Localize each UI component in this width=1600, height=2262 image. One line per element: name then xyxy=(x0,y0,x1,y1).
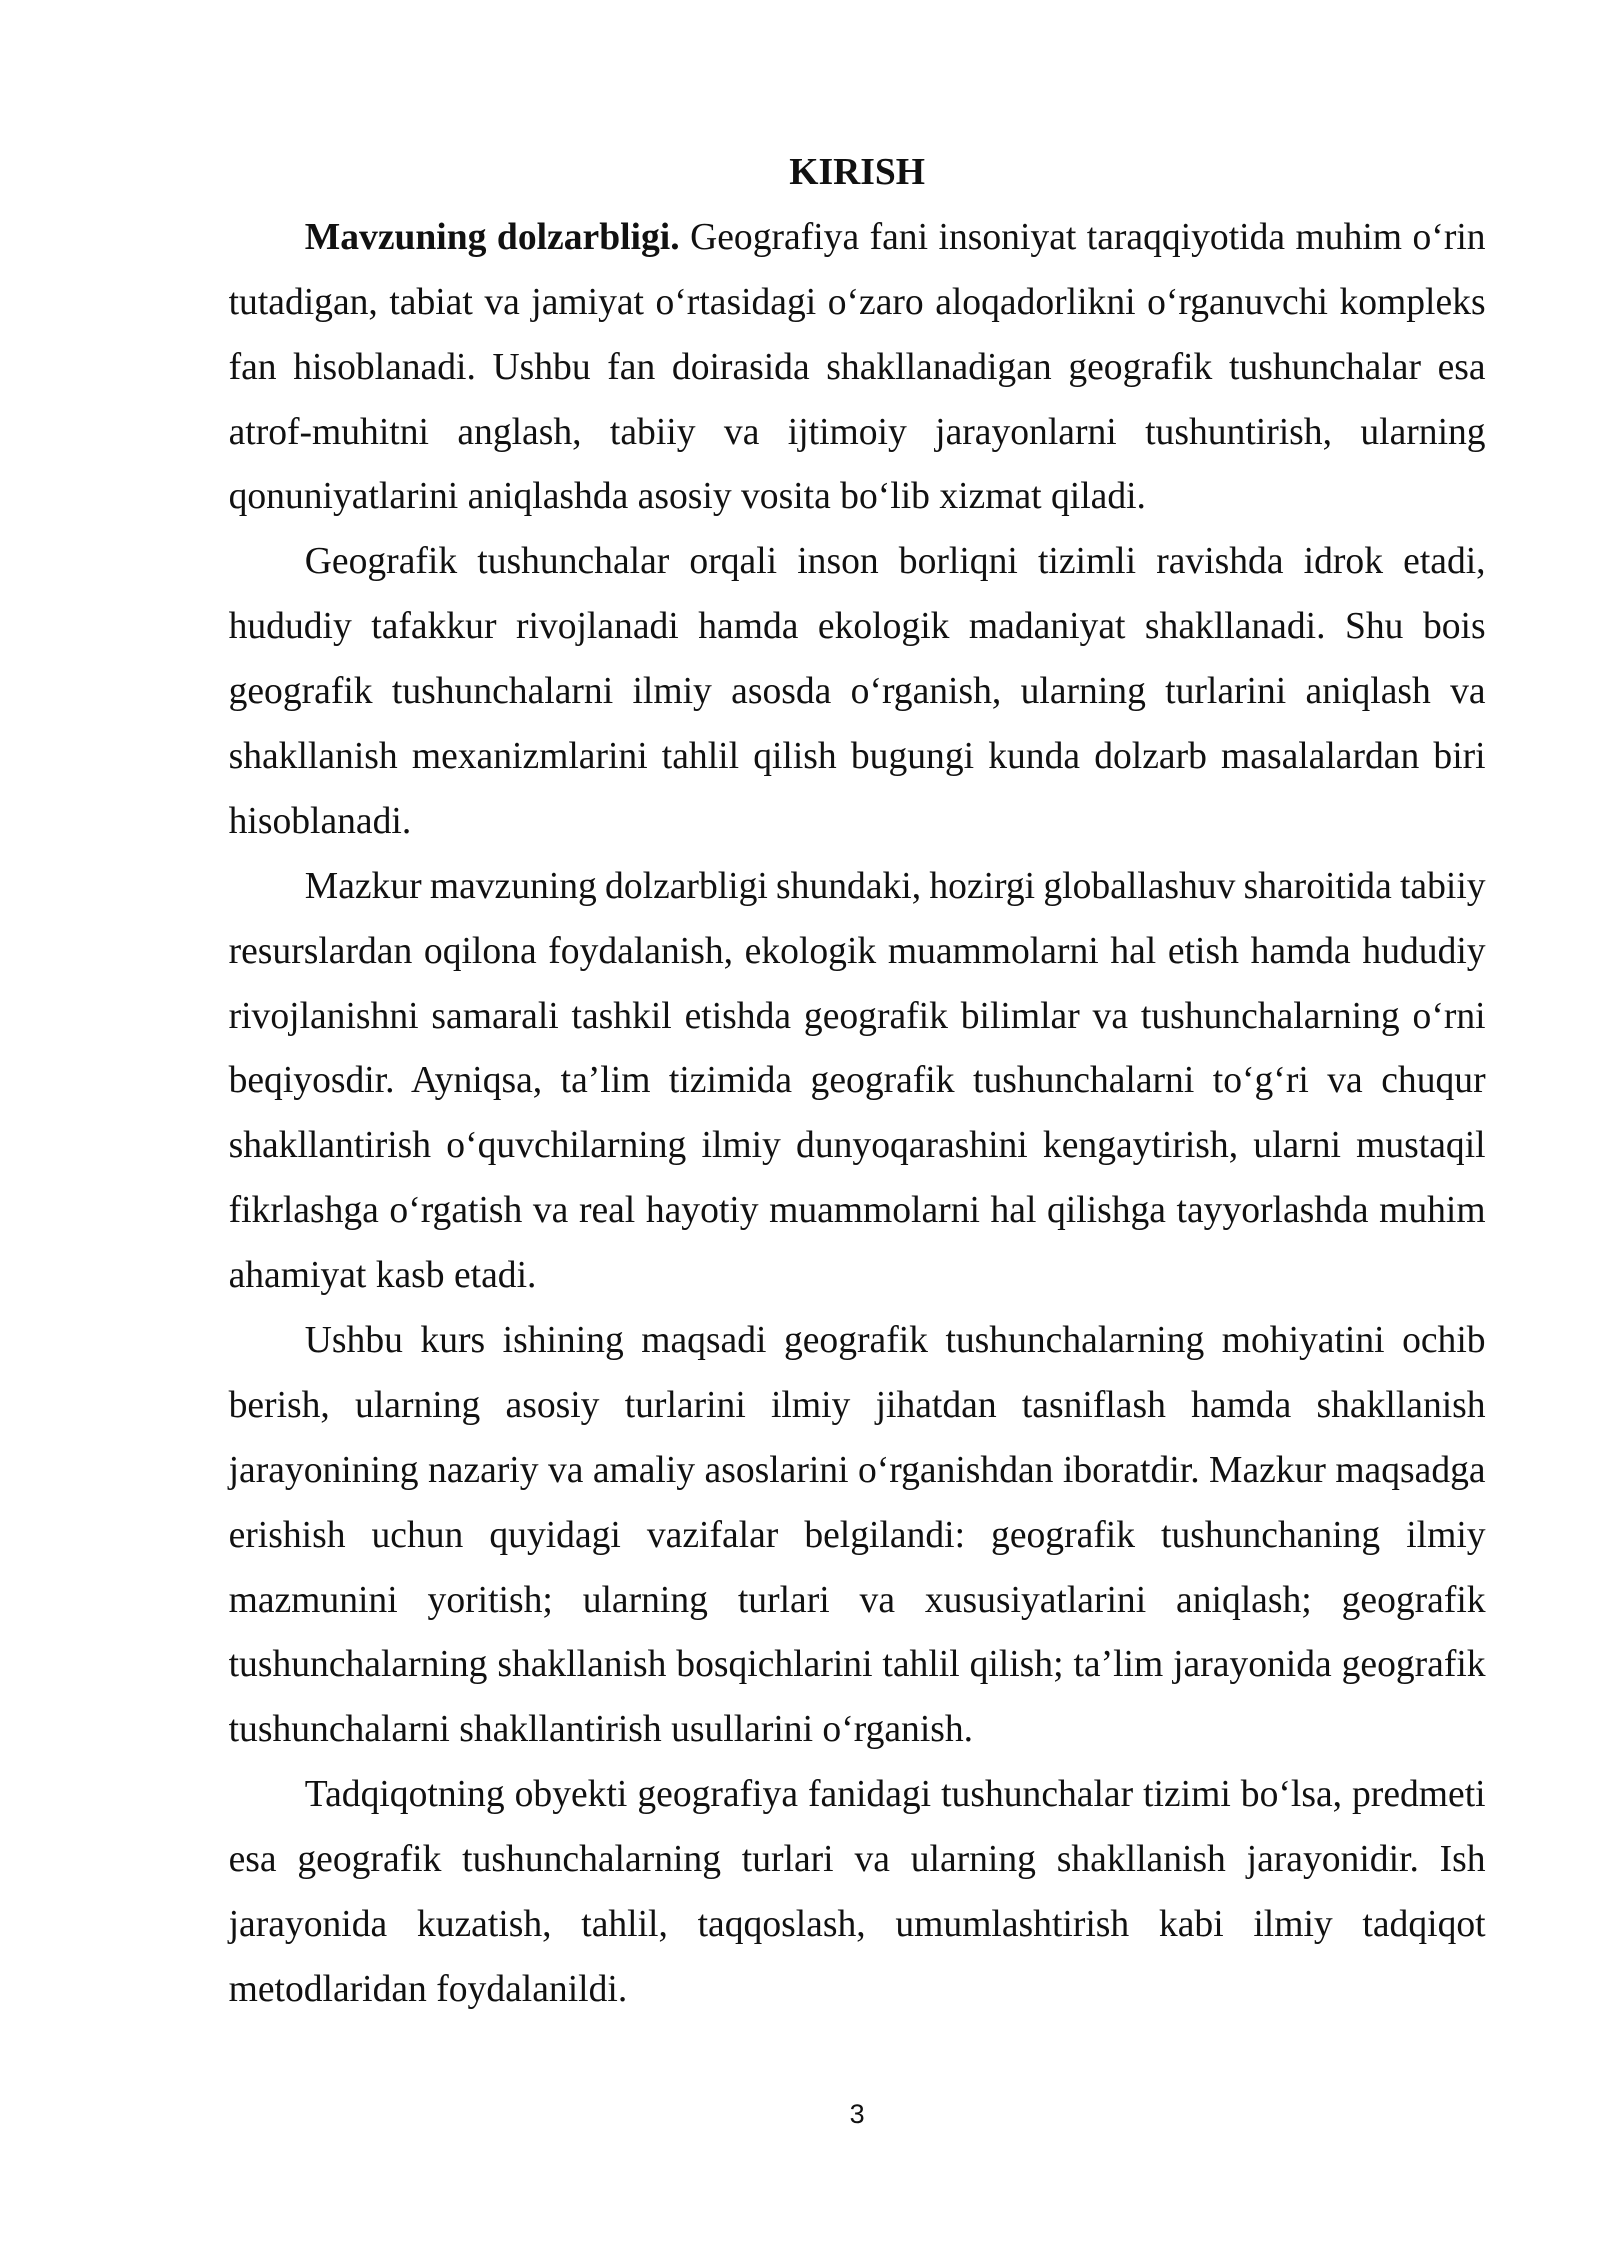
line-text: Mazkur mavzuning dolzarbligi shundaki, hozirgi globallashuv sharoitida tabiiy xyxy=(304,865,1486,907)
page-body xyxy=(229,141,1486,2023)
text-line xyxy=(229,401,1486,466)
text-line xyxy=(229,1504,1486,1569)
text-line xyxy=(229,920,1486,985)
line-text: rivojlanishni samarali tashkil etishda geografik bilimlar va tushunchalarning o‘rni xyxy=(228,995,1486,1037)
text-line xyxy=(229,1049,1486,1114)
text-line xyxy=(229,790,1486,855)
text-line xyxy=(229,1374,1486,1439)
line-text: resurslardan oqilona foydalanish, ekologik muammolarni hal etish hamda hududiy xyxy=(228,930,1486,972)
line-text: ahamiyat kasb etadi. xyxy=(228,1255,537,1297)
page-number: 3 xyxy=(849,2099,865,2129)
text-line xyxy=(229,855,1486,920)
text-line xyxy=(229,985,1486,1050)
line-text: geografik tushunchalarni ilmiy asosda o‘rganish, ularning turlarini aniqlash va xyxy=(228,671,1486,713)
text-line xyxy=(229,1958,1486,2023)
line-text: hududiy tafakkur rivojlanadi hamda ekologik madaniyat shakllanadi. Shu bois xyxy=(228,606,1486,648)
text-line xyxy=(229,725,1486,790)
paragraph-lead: Mavzuning dolzarbligi. xyxy=(304,216,680,258)
text-line xyxy=(229,660,1486,725)
line-text: shakllantirish o‘quvchilarning ilmiy dunyoqarashini kengaytirish, ularni mustaqil xyxy=(228,1125,1486,1167)
line-text: atrof-muhitni anglash, tabiiy va ijtimoiy jarayonlarni tushuntirish, ularning xyxy=(228,411,1486,453)
line-text: Tadqiqotning obyekti geografiya fanidagi tushunchalar tizimi bo‘lsa, predmeti xyxy=(304,1774,1486,1816)
paragraph xyxy=(229,206,1486,530)
text-line xyxy=(229,336,1486,401)
text-line xyxy=(229,1179,1486,1244)
line-text: hisoblanadi. xyxy=(228,800,412,842)
text-line xyxy=(229,271,1486,336)
text-line xyxy=(229,1828,1486,1893)
text-line xyxy=(229,465,1486,530)
page-title: KIRISH xyxy=(789,152,925,193)
line-text: tutadigan, tabiat va jamiyat o‘rtasidagi o‘zaro aloqadorlikni o‘rganuvchi kompleks xyxy=(228,281,1486,323)
text-line xyxy=(229,1569,1486,1634)
paragraph xyxy=(229,855,1486,1309)
paragraph xyxy=(229,530,1486,854)
line-text: beqiyosdir. Ayniqsa, ta’lim tizimida geografik tushunchalarni to‘g‘ri va chuqur xyxy=(228,1060,1486,1102)
line-text: berish, ularning asosiy turlarini ilmiy jihatdan tasniflash hamda shakllanish xyxy=(228,1384,1486,1426)
line-text: tushunchalarni shakllantirish usullarini o‘rganish. xyxy=(228,1709,974,1751)
line-text: Geografiya fani insoniyat taraqqiyotida muhim o‘rin xyxy=(690,216,1486,258)
text-line xyxy=(229,1309,1486,1374)
text-line xyxy=(229,1439,1486,1504)
line-text: esa geografik tushunchalarning turlari va ularning shakllanish jarayonidir. Ish xyxy=(228,1839,1486,1881)
text-line xyxy=(229,1244,1486,1309)
line-text: shakllanish mexanizmlarini tahlil qilish bugungi kunda dolzarb masalalardan biri xyxy=(228,736,1486,778)
text-line xyxy=(229,1698,1486,1763)
text-line xyxy=(229,1633,1486,1698)
text-line xyxy=(229,595,1486,660)
text-line xyxy=(229,530,1486,595)
line-text: metodlaridan foydalanildi. xyxy=(228,1968,628,2010)
line-text: Geografik tushunchalar orqali inson borliqni tizimli ravishda idrok etadi, xyxy=(304,541,1486,583)
line-text: fikrlashga o‘rgatish va real hayotiy muammolarni hal qilishga tayyorlashda muhim xyxy=(228,1190,1486,1232)
paragraph xyxy=(229,1763,1486,2023)
text-line xyxy=(229,1893,1486,1958)
line-text: fan hisoblanadi. Ushbu fan doirasida shakllanadigan geografik tushunchalar esa xyxy=(228,346,1486,388)
line-text: jarayonining nazariy va amaliy asoslarini o‘rganishdan iboratdir. Mazkur maqsadga xyxy=(228,1449,1486,1491)
line-text: mazmunini yoritish; ularning turlari va xususiyatlarini aniqlash; geografik xyxy=(228,1579,1486,1621)
text-line xyxy=(229,1763,1486,1828)
text-line xyxy=(229,1114,1486,1179)
line-text: qonuniyatlarini aniqlashda asosiy vosita bo‘lib xizmat qiladi. xyxy=(228,476,1146,518)
line-text: jarayonida kuzatish, tahlil, taqqoslash, umumlashtirish kabi ilmiy tadqiqot xyxy=(228,1904,1486,1946)
text-line xyxy=(229,206,1486,271)
line-text: tushunchalarning shakllanish bosqichlarini tahlil qilish; ta’lim jarayonida geografik xyxy=(228,1644,1486,1686)
line-text: Ushbu kurs ishining maqsadi geografik tushunchalarning mohiyatini ochib xyxy=(304,1320,1486,1362)
line-text: erishish uchun quyidagi vazifalar belgilandi: geografik tushunchaning ilmiy xyxy=(228,1514,1486,1556)
paragraph xyxy=(229,1309,1486,1763)
